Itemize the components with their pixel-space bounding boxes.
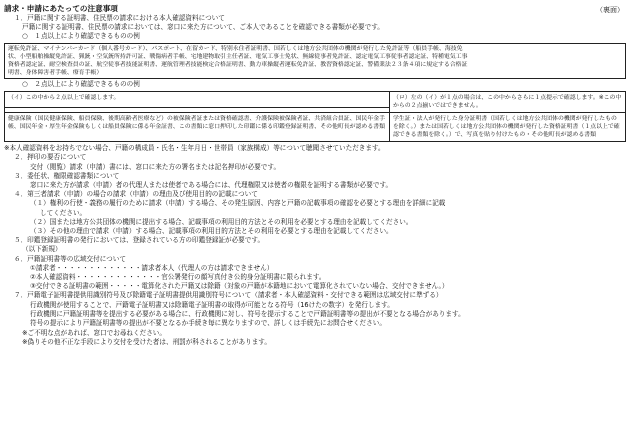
- reverse-side-label: （裏面）: [596, 6, 624, 14]
- option2-label: ○ ２点以上により確認できるものの例: [22, 80, 140, 89]
- section7-line: 行政機関に戸籍証明書等を提出する必要がある場合に、行政機関に対し、符号を提示することで戸籍証明書等の提出が不要となる場合があります。: [30, 309, 465, 318]
- option1-docs-line: 状、小型船舶操縦免許証、猟銃・空気銃所持許可証、戦傷病者手帳、宅地建物取引主任者証、電気工事士免状、無線従事者免許証、認定電気工事従事者認定証、特種電気工事: [8, 53, 468, 60]
- section5-tail: （以下新規）: [22, 245, 62, 254]
- section7-line: 符号の提示により戸籍証明書等の提出が不要となるか手続き毎に異なりますので、詳しくは手続先にお問合せください。: [30, 318, 386, 327]
- section3-heading: ３．委任状、権限確認書類について: [14, 171, 120, 180]
- footer-note: ※偽りその他不正な手段により交付を受けた者は、刑罰が科されることがあります。: [22, 338, 271, 347]
- option2-table: [4, 91, 626, 142]
- footer-note: ※ご不明な点があれば、窓口でお尋ねください。: [22, 329, 166, 338]
- section6-item: ②本人確認資料・・・・・・・・・・・・・官公署発行の顔写真付き公的身分証明書に限られます。: [30, 272, 326, 281]
- option1-docs-line: 運転免許証、マイナンバーカード（個人番号カード）、パスポート、在留カード、特別永住者証明書、国若しくは地方公共団体の機関が発行した免許証等（船員手帳、海技免: [8, 45, 463, 52]
- section4-item: （１）権利の行使・義務の履行のために請求（申請）する場合、その発生原因、内容と戸籍の記載事項の確認を必要とする理由を詳細に記載: [30, 199, 446, 208]
- section3-text: 窓口に来た方が請求（申請）者の代理人または使者である場合には、代理権限又は使者の権限を証明する書類が必要です。: [30, 180, 393, 189]
- section6-heading: ６．戸籍証明書等の広域交付について: [14, 254, 126, 263]
- section1-note: ※本人確認資料をお持ちでない場合、戸籍の構成員・氏名・生年月日・世帯員（家族構成）等について聴聞させていただきます。: [4, 144, 385, 153]
- section4-item: してください。: [40, 208, 87, 217]
- option1-docs-line: 資格者認定証、耐空検査員の証、航空従事者技能証明書、運航管理者技能検定合格証明書、動力車操縦者運転免許証、教習資格認定証、警備業法２３条４項に規定する合格証: [8, 62, 468, 69]
- document-title: 請求・申請にあたっての注意事項: [4, 4, 118, 13]
- table-right-body: 学生証・法人が発行した身分証明書（国若しくは地方公共団体の機関が発行したものを除く。）または国若しくは地方公共団体の機関が発行した資格証明書（１点以上で確認できる書類を除く。）で、写真を貼り付けたもの・その他町長が認める書類: [390, 112, 626, 141]
- table-left-body: 健康保険（国民健康保険、船員保険、後期高齢者医療など）の被保険者証または資格確認書、介護保険被保険者証、共済組合員証、国民年金手帳、国民年金・厚生年金保険もしくは船員保険に係る年金証書、この書類に窓口押印した印鑑に係る印鑑登録証明書、その他町長が認める書類: [5, 112, 390, 141]
- section2-heading: ２．押印の要否について: [14, 153, 87, 162]
- table-left-header: （イ）この中から２点以上で確認します。: [5, 91, 390, 107]
- section2-text: 交付（閲覧）請求（申請）書には、窓口に来た方の署名または記名押印が必要です。: [30, 162, 281, 171]
- option1-docs-box: [4, 43, 626, 80]
- section1-subtext: 戸籍に関する証明書、住民票の請求においては、窓口に来た方について、ご本人であることを確認できる書類が必要です。: [22, 23, 384, 32]
- section5-heading: ５．印鑑登録証明書の発行においては、登録されている方の印鑑登録証が必要です。: [14, 236, 265, 245]
- section4-heading: ４．第三者請求（申請）の場合の請求（申請）の理由及び使用目的の記載について: [14, 190, 258, 199]
- section6-item: ①請求者・・・・・・・・・・・・・請求者本人（代理人の方は請求できません）: [30, 263, 274, 272]
- section4-item: （３）その他の理由で請求（申請）する場合、記載事項の利用目的方法とその利用を必要とする理由を記載してください。: [30, 226, 393, 235]
- table-right-header: （ロ）左の（イ）が１点の場合は、この中からさらに１点提示で確認します。※この中からの２点揃いではできません。: [390, 91, 626, 112]
- section7-line: 行政機関が使用することで、戸籍電子証明書又は除籍電子証明書の取得が可能となる符号（16けたの数字）を発行します。: [30, 300, 394, 309]
- option1-docs-line: 明書、身体障害者手帳、療育手帳）: [8, 70, 103, 77]
- option1-label: ○ １点以上により確認できるものの例: [22, 32, 140, 41]
- section6-item: ③交付できる証明書の範囲・・・・・電算化された戸籍又は除籍（対象の戸籍が本籍地において電算化されていない場合、交付できません。）: [30, 282, 449, 291]
- section4-item: （２）国または地方公共団体の機関に提出する場合、記載事項の利用目的方法とその利用を必要とする理由を記載してください。: [30, 217, 413, 226]
- section7-heading: ７．戸籍電子証明書提供用識別符号及び除籍電子証明書提供用識別符号について（請求者・本人確認資料・交付できる範囲は広域交付に準ずる）: [14, 291, 443, 300]
- section1-heading: １．戸籍に関する証明書、住民票の請求における本人確認資料について: [14, 14, 225, 22]
